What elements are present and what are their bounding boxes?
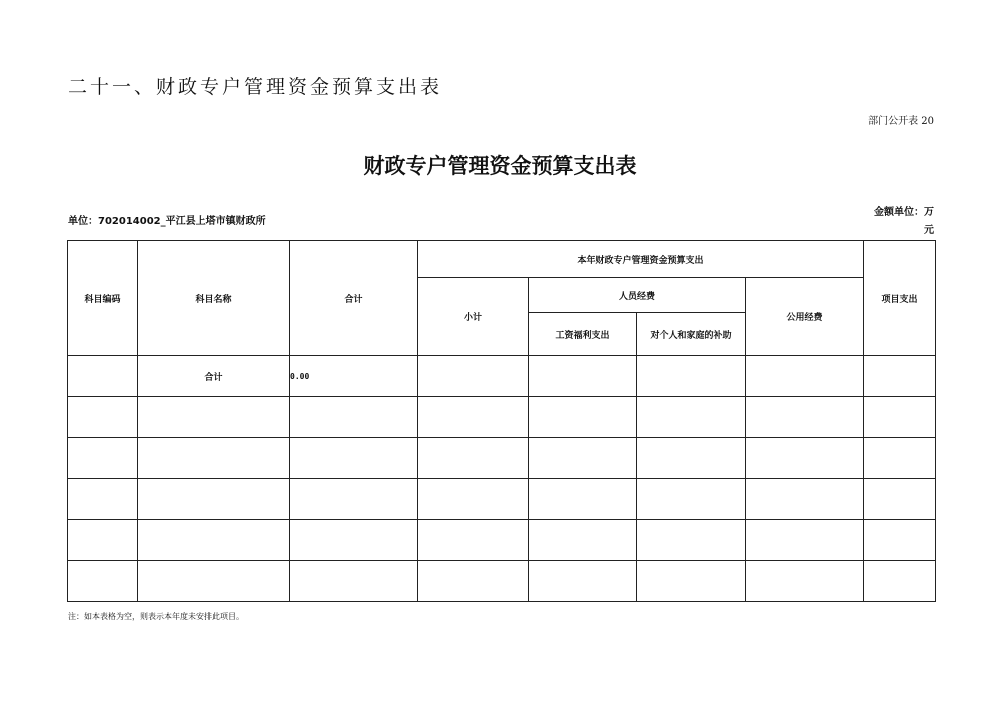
cell [637,479,746,520]
cell [864,520,936,561]
amount-unit-label [854,204,934,240]
table-row [68,561,936,602]
cell [529,397,637,438]
cell [746,438,864,479]
cell [746,397,864,438]
cell [637,520,746,561]
cell [68,438,138,479]
cell [864,561,936,602]
cell [68,520,138,561]
cell [637,438,746,479]
footnote: 注：如本表格为空，则表示本年度未安排此项目。 [68,612,244,621]
cell [746,356,864,397]
cell: 0.00 [290,356,418,397]
table-row [68,520,936,561]
cell [138,561,290,602]
cell [529,438,637,479]
cell [864,397,936,438]
table-row [68,479,936,520]
cell [637,356,746,397]
cell [138,438,290,479]
header-total: 合计 [290,241,418,356]
cell [746,520,864,561]
cell [864,438,936,479]
page-reference: 部门公开表 20 [868,116,934,127]
header-year-expense: 本年财政专户管理资金预算支出 [418,241,864,278]
cell [864,479,936,520]
expense-table [67,240,936,602]
cell [864,356,936,397]
cell [290,438,418,479]
header-subsidy: 对个人和家庭的补助 [637,313,746,356]
header-subtotal: 小计 [418,278,529,356]
amount-unit-line2: 元 [924,225,934,236]
cell [529,479,637,520]
header-name: 科目名称 [138,241,290,356]
header-personnel: 人员经费 [529,278,746,313]
cell [290,561,418,602]
cell [637,561,746,602]
cell [290,479,418,520]
cell [68,356,138,397]
cell [529,520,637,561]
cell [746,479,864,520]
table-row [68,397,936,438]
unit-label: 单位：702014002_平江县上塔市镇财政所 [68,216,266,227]
cell [418,397,529,438]
header-public: 公用经费 [746,278,864,356]
cell [290,520,418,561]
table-row [68,438,936,479]
header-code: 科目编码 [68,241,138,356]
header-project: 项目支出 [864,241,936,356]
cell [418,561,529,602]
cell [290,397,418,438]
section-heading: 二十一、财政专户管理资金预算支出表 [68,76,443,98]
cell [529,561,637,602]
cell [68,561,138,602]
cell [529,356,637,397]
cell [418,438,529,479]
cell [746,561,864,602]
table-title: 财政专户管理资金预算支出表 [363,154,637,178]
cell [418,356,529,397]
amount-unit-line1: 金额单位：万 [874,207,934,218]
cell [418,520,529,561]
cell [138,479,290,520]
header-wages: 工资福利支出 [529,313,637,356]
cell [138,520,290,561]
cell [138,397,290,438]
table-row [68,356,936,397]
cell [418,479,529,520]
cell [68,397,138,438]
cell [637,397,746,438]
cell [68,479,138,520]
cell: 合计 [138,356,290,397]
